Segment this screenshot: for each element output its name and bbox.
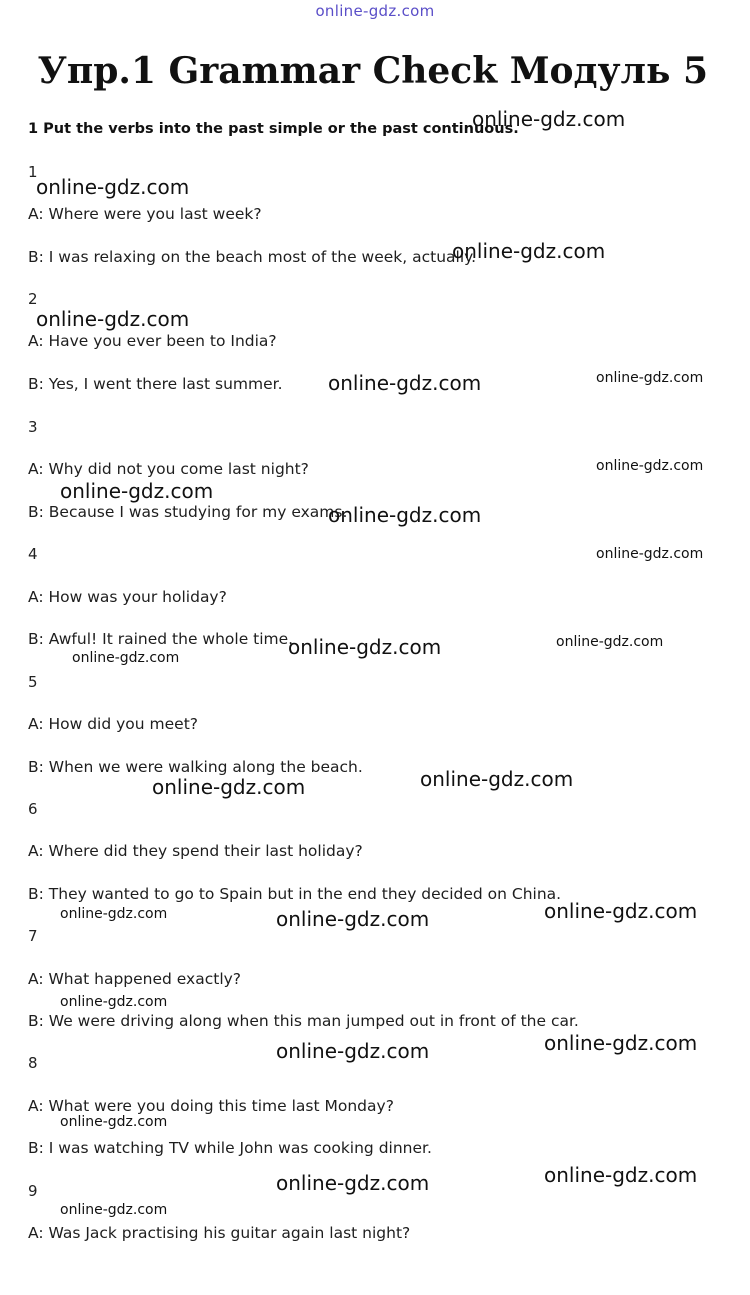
- answer-line: B: I was watching TV while John was cooking dinner.: [28, 1139, 432, 1157]
- page-title: Упр.1 Grammar Check Модуль 5: [37, 50, 708, 92]
- question-line: A: How did you meet?: [28, 715, 199, 733]
- watermark: online-gdz.com: [544, 1163, 698, 1187]
- item-number: 7: [28, 927, 38, 945]
- question-line: A: What happened exactly?: [28, 970, 242, 988]
- answer-line: B: When we were walking along the beach.: [28, 758, 363, 776]
- question-line: A: How was your holiday?: [28, 588, 227, 606]
- site-watermark-top: online-gdz.com: [315, 2, 435, 20]
- watermark: online-gdz.com: [328, 503, 482, 527]
- question-line: A: What were you doing this time last Monday?: [28, 1097, 394, 1115]
- watermark: online-gdz.com: [152, 775, 306, 799]
- watermark: online-gdz.com: [420, 767, 574, 791]
- answer-line: B: We were driving along when this man jumped out in front of the car.: [28, 1012, 579, 1030]
- answer-line: B: Yes, I went there last summer.: [28, 375, 283, 393]
- item-number: 5: [28, 673, 38, 691]
- item-number: 1: [28, 163, 38, 181]
- item-number: 8: [28, 1054, 38, 1072]
- watermark: online-gdz.com: [276, 907, 430, 931]
- item-number: 4: [28, 545, 38, 563]
- item-number: 2: [28, 290, 38, 308]
- watermark: online-gdz.com: [36, 307, 190, 331]
- answer-line: B: Because I was studying for my exams.: [28, 503, 348, 521]
- watermark: online-gdz.com: [72, 650, 180, 666]
- watermark: online-gdz.com: [556, 634, 664, 650]
- question-line: A: Where did they spend their last holiday?: [28, 842, 363, 860]
- watermark: online-gdz.com: [596, 370, 704, 386]
- watermark: online-gdz.com: [544, 1031, 698, 1055]
- answer-line: B: I was relaxing on the beach most of the week, actually.: [28, 248, 477, 266]
- question-line: A: Where were you last week?: [28, 205, 262, 223]
- watermark: online-gdz.com: [276, 1039, 430, 1063]
- watermark: online-gdz.com: [596, 546, 704, 562]
- exercise-instruction: 1 Put the verbs into the past simple or the past continuous.: [28, 121, 519, 137]
- watermark: online-gdz.com: [60, 1202, 168, 1218]
- watermark: online-gdz.com: [596, 458, 704, 474]
- item-number: 9: [28, 1182, 38, 1200]
- answer-line: B: Awful! It rained the whole time.: [28, 630, 294, 648]
- question-line: A: Have you ever been to India?: [28, 332, 277, 350]
- watermark: online-gdz.com: [288, 635, 442, 659]
- answer-line: B: They wanted to go to Spain but in the end they decided on China.: [28, 885, 562, 903]
- watermark: online-gdz.com: [452, 239, 606, 263]
- watermark: online-gdz.com: [60, 906, 168, 922]
- question-line: A: Why did not you come last night?: [28, 460, 309, 478]
- watermark: online-gdz.com: [544, 899, 698, 923]
- watermark: online-gdz.com: [36, 175, 190, 199]
- watermark: online-gdz.com: [60, 479, 214, 503]
- item-number: 6: [28, 800, 38, 818]
- question-line: A: Was Jack practising his guitar again last night?: [28, 1224, 411, 1242]
- item-number: 3: [28, 418, 38, 436]
- watermark: online-gdz.com: [60, 1114, 168, 1130]
- watermark: online-gdz.com: [60, 994, 168, 1010]
- watermark: online-gdz.com: [276, 1171, 430, 1195]
- watermark: online-gdz.com: [328, 371, 482, 395]
- watermark: online-gdz.com: [472, 107, 626, 131]
